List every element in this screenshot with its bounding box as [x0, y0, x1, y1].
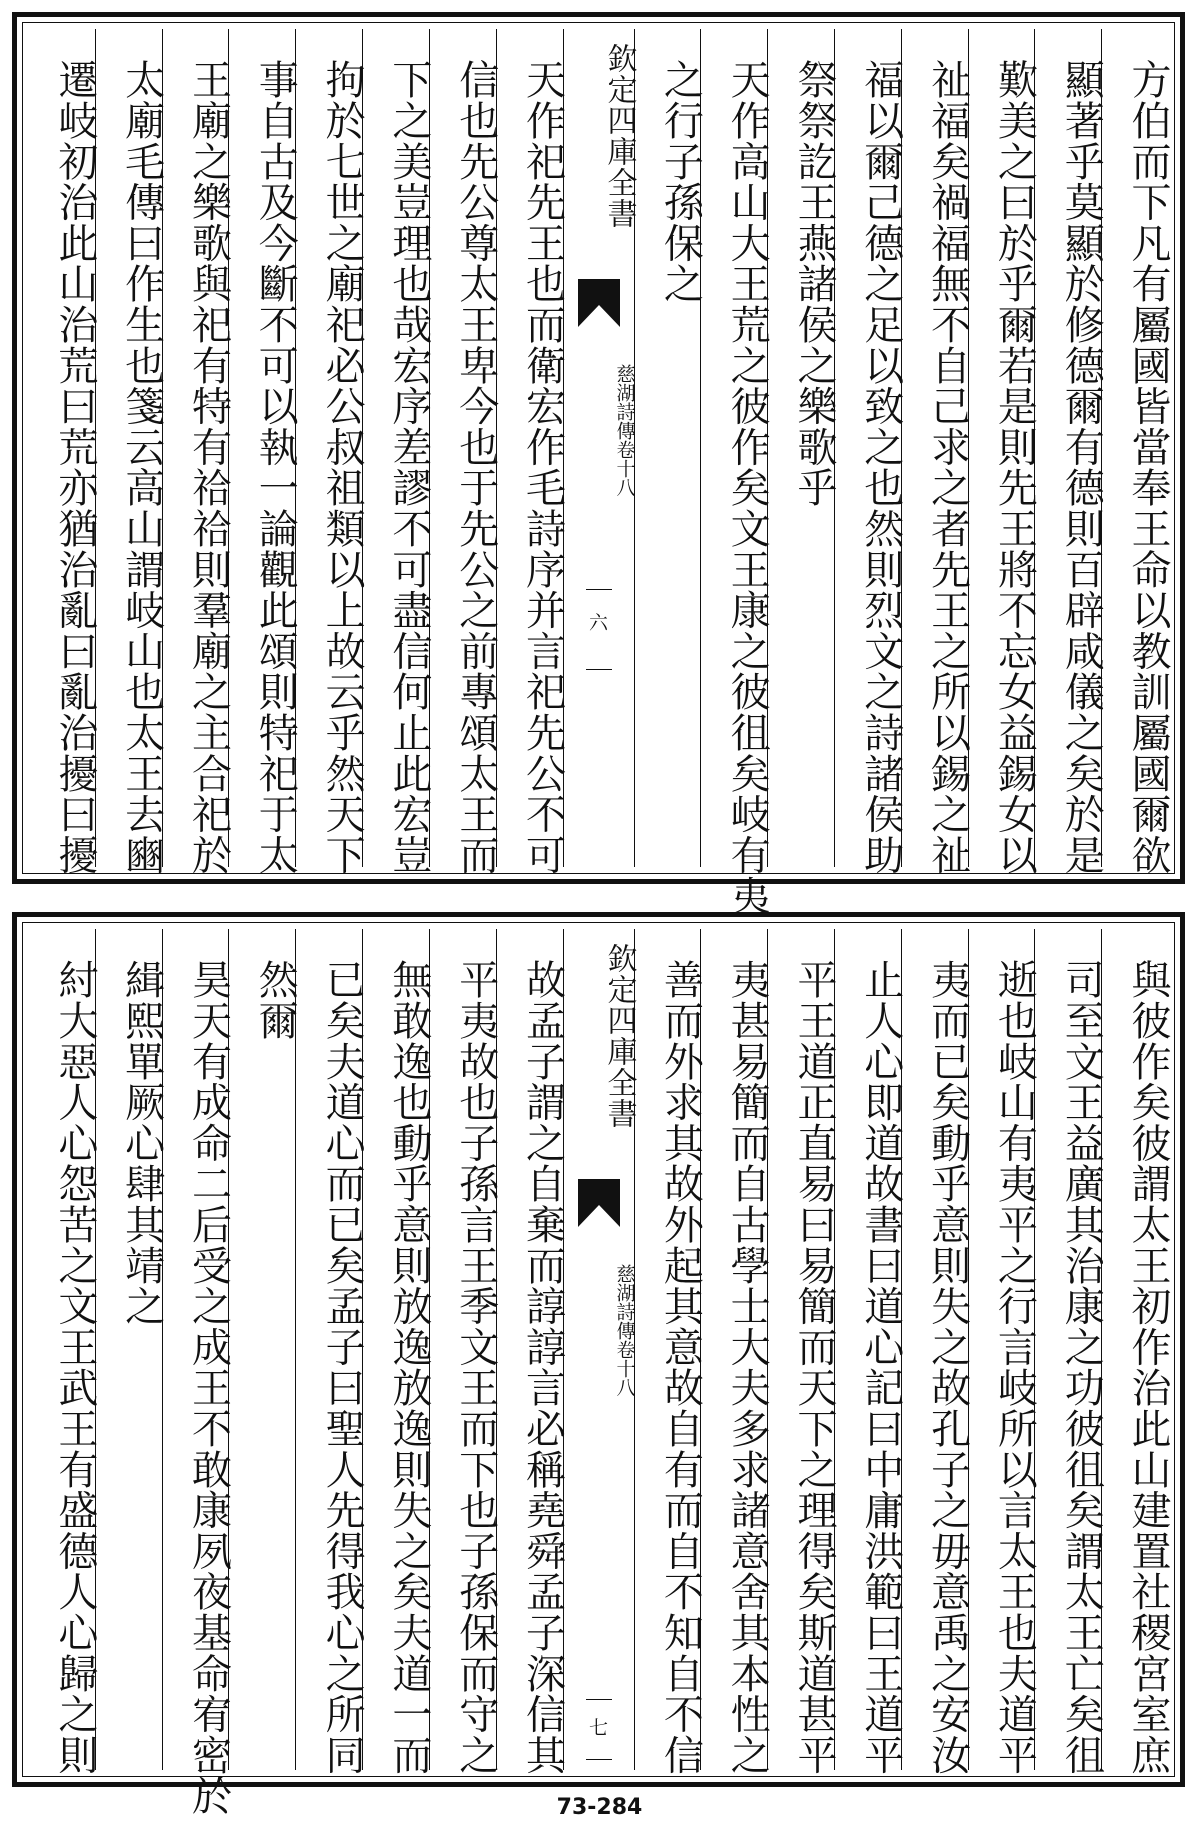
center-title: 欽定四庫全書 [601, 43, 637, 229]
column-text: 然爾 [252, 959, 299, 1041]
text-column [968, 929, 1038, 1775]
column-text: 平夷故也子孫言王季文王而下也子孫保而守之 [452, 959, 499, 1775]
text-column [901, 929, 971, 1775]
text-column [496, 29, 566, 875]
center-book-info [564, 1264, 634, 1397]
column-text: 無敢逸也動乎意則放逸放逸則失之矣夫道一而 [385, 959, 432, 1775]
column-text: 天作祀先王也而衛宏作毛詩序并言祀先公不可 [519, 59, 566, 875]
text-column [228, 29, 299, 875]
top-page-columns [29, 29, 1171, 916]
text-column [767, 929, 837, 1775]
text-column [29, 929, 98, 1775]
text-column [362, 929, 432, 1775]
column-text: 緝熙單厥心肆其靖之 [118, 959, 165, 1327]
column-text: 故孟子謂之自棄而諄諄言必稱堯舜孟子深信其 [519, 959, 566, 1775]
text-column [767, 29, 837, 867]
column-text: 與彼作矣彼謂太王初作治此山建置社稷宮室庶 [1125, 959, 1171, 1775]
center-fold-column [563, 929, 637, 1770]
text-column [968, 29, 1038, 875]
center-volume: 卷十八 [613, 440, 636, 497]
footer-page-code: 73-284 [556, 1795, 643, 1820]
column-text: 昊天有成命二后受之成王不敢康夙夜基命宥密於 [185, 959, 232, 1816]
text-column [901, 29, 971, 875]
text-column [1034, 929, 1105, 1775]
center-divider [586, 669, 612, 670]
column-text: 已矣夫道心而已矣孟子曰聖人先得我心之所同 [319, 959, 366, 1775]
text-column [634, 29, 704, 867]
text-column [634, 929, 704, 1775]
column-text: 王廟之樂歌與祀有特有祫祫則羣廟之主合祀於 [185, 59, 232, 875]
text-column [700, 929, 771, 1775]
center-book: 慈湖詩傳 [613, 1264, 636, 1340]
column-text: 夷甚易簡而自古學士大夫多求諸意舍其本性之 [724, 959, 771, 1775]
column-text: 遷岐初治此山治荒曰荒亦猶治亂曰亂治擾曰擾 [51, 59, 98, 875]
center-page-number: 七 [588, 1717, 608, 1739]
column-text: 方伯而下凡有屬國皆當奉王命以教訓屬國爾欲 [1125, 59, 1171, 875]
column-text: 太廟毛傳曰作生也箋云高山謂岐山也太王去豳 [118, 59, 165, 875]
column-text: 祭祭訖王燕諸侯之樂歌乎 [790, 59, 837, 508]
text-column [228, 929, 299, 1770]
text-column [834, 29, 904, 875]
center-book: 慈湖詩傳 [613, 364, 636, 440]
column-text: 祉福矣禍福無不自己求之者先王之所以錫之祉 [924, 59, 971, 875]
column-text: 逝也岐山有夷平之行言岐所以言太王也夫道平 [991, 959, 1038, 1775]
text-column [496, 929, 566, 1775]
center-fold-column [563, 29, 637, 867]
text-column [429, 929, 499, 1775]
column-text: 紂大惡人心怨苦之文王武王有盛德人心歸之則 [51, 959, 98, 1775]
column-text: 之行子孫保之 [657, 59, 704, 304]
center-volume: 卷十八 [613, 1340, 636, 1397]
text-column [295, 29, 366, 875]
center-book-info [564, 364, 634, 497]
text-column [1034, 29, 1105, 875]
column-text: 拘於七世之廟祀必公叔祖類以上故云乎然天下 [319, 59, 366, 875]
column-text: 止人心即道故書曰道心記曰中庸洪範曰王道平 [857, 959, 904, 1775]
text-column [95, 929, 165, 1770]
text-column [362, 29, 432, 875]
text-column [1101, 929, 1171, 1775]
top-page [12, 12, 1185, 916]
text-column [295, 929, 366, 1775]
column-text: 平王道正直易曰易簡而天下之理得矣斯道甚平 [790, 959, 837, 1775]
text-column [162, 29, 232, 875]
column-text: 夷而已矣動乎意則失之故孔子之毋意禹之安汝 [924, 959, 971, 1775]
text-column [29, 29, 98, 875]
column-text: 天作高山大王荒之彼作矣文王康之彼徂矣岐有夷 [724, 59, 771, 916]
column-text: 顯著乎莫顯於修德爾有德則百辟咸儀之矣於是 [1058, 59, 1105, 875]
fishtail-mark-icon [578, 279, 620, 327]
column-text: 歎美之曰於乎爾若是則先王將不忘女益錫女以 [991, 59, 1038, 875]
text-column [1101, 29, 1171, 875]
column-text: 信也先公尊太王卑今也于先公之前專頌太王而 [452, 59, 499, 875]
fishtail-mark-icon [578, 1179, 620, 1227]
column-text: 下之美豈理也哉宏序差謬不可盡信何止此宏豈 [385, 59, 432, 875]
center-divider [586, 1699, 612, 1700]
center-title: 欽定四庫全書 [601, 943, 637, 1129]
column-text: 福以爾己德之足以致之也然則烈文之詩諸侯助 [857, 59, 904, 875]
center-page-number: 六 [588, 612, 608, 634]
text-column [429, 29, 499, 875]
text-column [700, 29, 771, 916]
text-column [95, 29, 165, 875]
text-column [162, 929, 232, 1816]
column-text: 司至文王益廣其治康之功彼徂矣謂太王亡矣徂 [1058, 959, 1105, 1775]
column-text: 善而外求其故外起其意故自有而自不知自不信 [657, 959, 704, 1775]
center-divider [586, 1759, 612, 1760]
center-divider [586, 589, 612, 590]
text-column [834, 929, 904, 1775]
column-text: 事自古及今斷不可以執一論觀此頌則特祀于太 [252, 59, 299, 875]
